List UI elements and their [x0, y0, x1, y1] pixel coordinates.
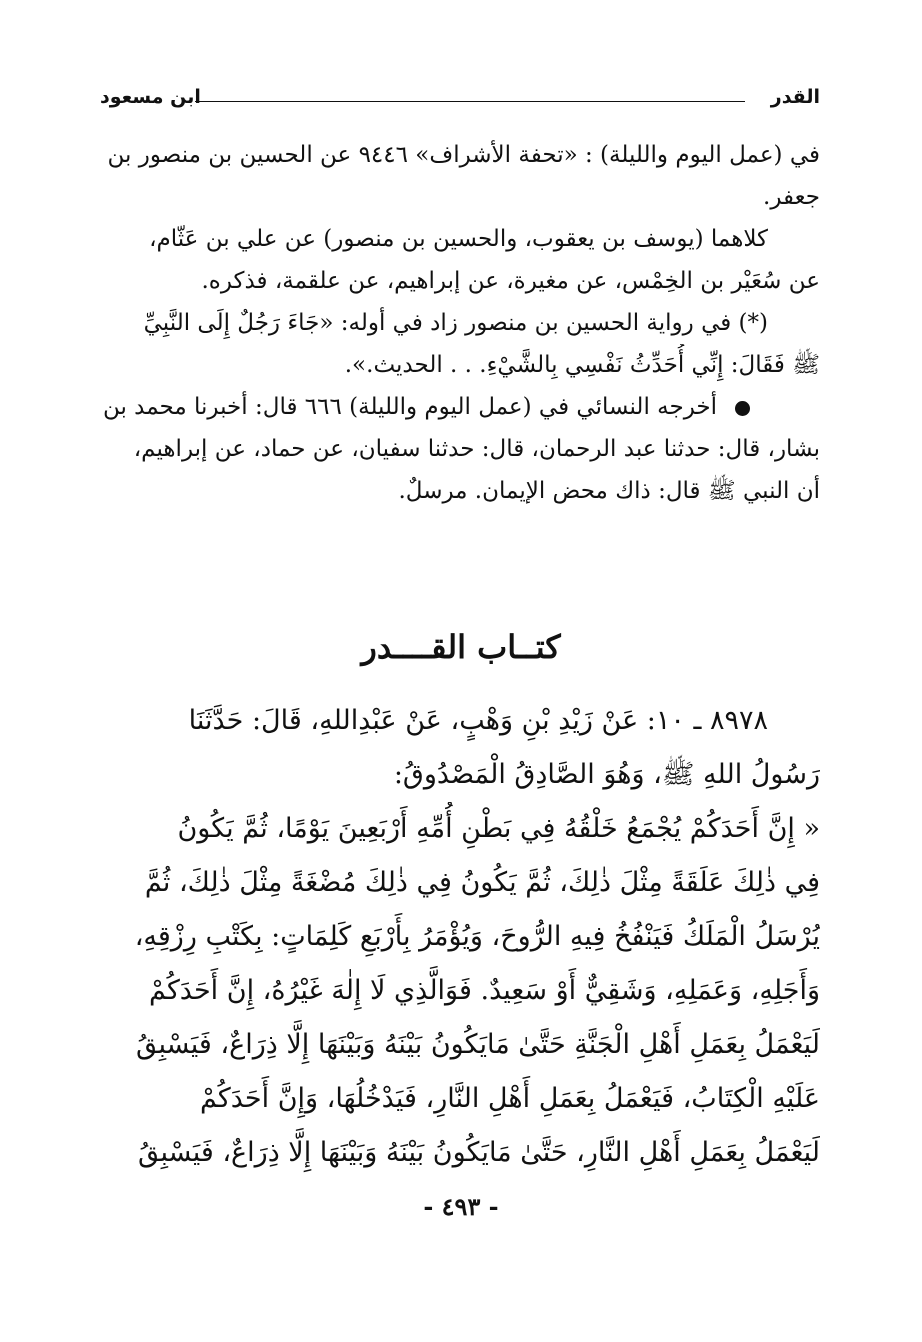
note-line: في (عمل اليوم والليلة) : «تحفة الأشراف» ٩٤٤٦ عن الحسين بن منصور بن — [107, 142, 820, 168]
hadith-line: يُرْسَلُ الْمَلَكُ فَيَنْفُخُ فِيهِ الرُّوحَ، وَيُؤْمَرُ بِأَرْبَعِ كَلِمَاتٍ: بِكَتْبِ رِزْقِهِ، — [134, 921, 820, 952]
hadith-line: ٨٩٧٨ ـ ١٠: عَنْ زَيْدِ بْنِ وَهْبٍ، عَنْ عَبْدِاللهِ، قَالَ: حَدَّثَنَا — [188, 705, 768, 736]
chapter-title: القدر — [770, 86, 820, 108]
note-line: بشار، قال: حدثنا عبد الرحمان، قال: حدثنا سفيان، عن حماد، عن إبراهيم، — [133, 436, 820, 462]
running-header — [100, 86, 820, 116]
note-line — [100, 386, 820, 428]
hadith-line: عَلَيْهِ الْكِتَابُ، فَيَعْمَلُ بِعَمَلِ أَهْلِ النَّارِ، فَيَدْخُلُهَا، وَإِنَّ أَحَدَكُمْ — [199, 1083, 820, 1114]
bullet-icon — [735, 401, 750, 416]
hadith-line: رَسُولُ اللهِ ﷺ، وَهُوَ الصَّادِقُ الْمَصْدُوقُ: — [393, 759, 820, 790]
takhrij-notes — [100, 134, 820, 512]
note-line: (*) في رواية الحسين بن منصور زاد في أوله: «جَاءَ رَجُلٌ إِلَى النَّبِيِّ — [143, 310, 768, 336]
header-rule — [195, 101, 745, 102]
hadith-line: فِي ذٰلِكَ عَلَقَةً مِثْلَ ذٰلِكَ، ثُمَّ يَكُونُ فِي ذٰلِكَ مُضْغَةً مِثْلَ ذٰلِكَ، ثُمَّ — [144, 867, 820, 898]
note-line: جعفر. — [763, 184, 820, 210]
bullet-text: أخرجه النسائي في (عمل اليوم والليلة) ٦٦٦ قال: أخبرنا محمد بن — [102, 394, 717, 420]
hadith-line: « إِنَّ أَحَدَكُمْ يُجْمَعُ خَلْقُهُ فِي بَطْنِ أُمِّهِ أَرْبَعِينَ يَوْمًا، ثُمَّ يَكُونُ — [177, 813, 820, 844]
narrator-title: ابن مسعود — [100, 86, 201, 108]
note-line: عن سُعَيْر بن الخِمْس، عن مغيرة، عن إبراهيم، عن علقمة، فذكره. — [201, 268, 820, 294]
page-number: - ٤٩٣ - — [423, 1192, 499, 1221]
note-line: ﷺ فَقَالَ: إِنِّي أُحَدِّثُ نَفْسِي بِالشَّيْءِ. . . الحديث.». — [344, 352, 820, 378]
hadith-line: لَيَعْمَلُ بِعَمَلِ أَهْلِ النَّارِ، حَتَّىٰ مَايَكُونُ بَيْنَهُ وَبَيْنَهَا إِلَّا ذِرَاعٌ، فَيَسْبِقُ — [137, 1137, 820, 1168]
hadith-text — [100, 694, 820, 1180]
note-line: أن النبي ﷺ قال: ذاك محض الإيمان. مرسلٌ. — [398, 478, 820, 504]
hadith-line: وَأَجَلِهِ، وَعَمَلِهِ، وَشَقِيٌّ أَوْ سَعِيدٌ. فَوَالَّذِي لَا إِلٰهَ غَيْرُهُ، إِنَّ أَحَدَكُمْ — [148, 975, 820, 1006]
book-heading: كتــاب القــــدر — [361, 628, 561, 666]
hadith-line: لَيَعْمَلُ بِعَمَلِ أَهْلِ الْجَنَّةِ حَتَّىٰ مَايَكُونُ بَيْنَهُ وَبَيْنَهَا إِلَّا ذِرَاعٌ، فَيَسْبِقُ — [136, 1029, 820, 1060]
note-line: كلاهما (يوسف بن يعقوب، والحسين بن منصور) عن علي بن عَثّام، — [149, 226, 768, 252]
